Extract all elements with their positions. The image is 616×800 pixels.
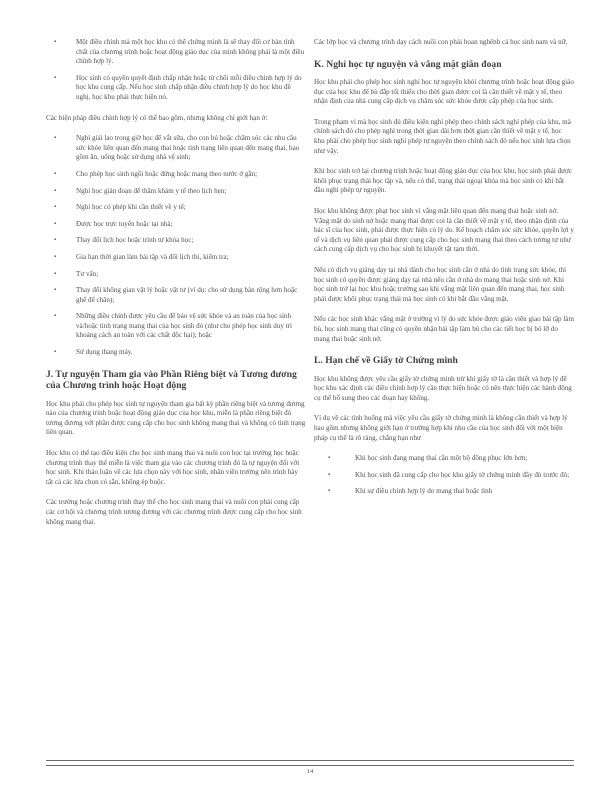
bullet-list-top [46, 38, 306, 103]
list-item-text: Khi học sinh đã cung cấp cho học khu giấy tờ chứng minh đầy đủ trước đó; [355, 470, 570, 479]
right-column [314, 38, 574, 508]
intro-paragraph: Các biện pháp điều chỉnh hợp lý có thể bao gồm, nhưng không chỉ giới hạn ở: [46, 113, 268, 122]
list-item-text: Gia hạn thời gian làm bài tập và đổi lịch thi, kiểm tra; [76, 252, 229, 261]
section-j-paragraph: Các trường hoặc chương trình thay thế cho học sinh mang thai và nuôi con phải cung cấp các cơ hội và chương trình tương đương với các chương trình được cung cấp cho học sinh không mang thai. [46, 498, 302, 526]
section-j-paragraph: Học khu phải cho phép học sinh tự nguyện tham gia bất kỳ phần riêng biệt và tương đương nào của chương trình hoặc hoạt động giáo dục của học khu, miễn là phần riêng biệt đó tương đương với phần được cung cấp cho học sinh không mang thai và không có tình trạng liên quan. [46, 399, 306, 437]
list-item-text: Khi học sinh đang mang thai cần một bộ đồng phục lớn hơn; [355, 454, 528, 463]
square-bullet-icon: ▪ [328, 488, 331, 495]
list-item-text: Cho phép học sinh ngồi hoặc đứng hoặc mang theo nước ở gần; [76, 169, 258, 178]
list-item-text: Nghỉ giải lao trong giờ học để vắt sữa, cho con bú hoặc chăm sóc các nhu cầu sức khỏe liên quan đến mang thai hoặc tình trạng liên quan đến mang thai, bao gồm ăn, uống hoặc sử dụng nhà vệ sinh; [76, 134, 300, 162]
square-bullet-icon: ▪ [328, 455, 331, 462]
right-top-paragraph: Các lớp học và chương trình dạy cách nuôi con phải hoan nghênh cả học sinh nam và nữ. [314, 38, 568, 46]
list-item-text: Nghỉ học có phép khi cần thiết về y tế; [76, 203, 186, 212]
square-bullet-icon: ▪ [54, 287, 57, 294]
list-item [328, 487, 574, 497]
list-item-text: Học sinh có quyền quyết định chấp nhận hoặc từ chối mỗi điều chỉnh hợp lý do học khu cung cấp. Nếu học sinh chấp nhận điều chỉnh hợp lý do học khu đề nghị, học khu phải thực hiện nó. [76, 73, 302, 101]
square-bullet-icon: ▪ [54, 220, 57, 227]
bullet-list-documentation [314, 454, 574, 497]
footer-rule [46, 760, 574, 761]
list-item-text: Sử dụng thang máy. [76, 348, 133, 357]
list-item-text: Được học trực tuyến hoặc tại nhà; [76, 219, 173, 228]
list-item [50, 270, 306, 280]
square-bullet-icon: ▪ [54, 204, 57, 211]
list-item [50, 348, 306, 358]
section-k-paragraph: Nếu có dịch vụ giảng dạy tại nhà dành cho học sinh cần ở nhà do tình trạng sức khỏe, thì học sinh có quyền được giảng dạy tại nhà nếu cần ở nhà do mang thai hoặc sinh nở. Khi học sinh trở lại học khu hoặc trường sau khi vắng mặt liên quan đến mang thai, học sinh phải được khôi phục trạng thái mà học sinh có khi bắt đầu vắng mặt. [314, 266, 567, 303]
section-k-heading: K. Nghỉ học tự nguyện và vắng mặt giãn đoạn [314, 58, 502, 70]
section-l-paragraph: Học khu không được yêu cầu giấy tờ chứng minh trừ khi giấy tờ là cần thiết và hợp lý để học khu xác định các điều chỉnh hợp lý cần thực hiện hoặc có nên thực hiện các hành động cụ thể bổ sung theo các đoạn hay không. [314, 374, 572, 402]
square-bullet-icon: ▪ [328, 471, 331, 478]
list-item-text: Thay đổi lịch học hoặc trình tự khóa học; [76, 236, 194, 245]
section-l-paragraph: Ví dụ về các tình huống mà việc yêu cầu giấy tờ chứng minh là không cần thiết và hợp lý bao gồm nhưng không giới hạn ở trường hợp khi nhu cầu của học sinh đối với một biện pháp cụ thể là rõ ràng, chẳng hạn như [314, 414, 568, 442]
section-k-paragraph: Khi học sinh trở lại chương trình hoặc hoạt động giáo dục của học khu, học sinh phải được khôi phục trạng thái học tập và, nếu có thể, trạng thái ngoại khóa mà học sinh có khi bắt đầu nghỉ phép tự nguyện. [314, 167, 572, 195]
list-item [50, 236, 306, 246]
list-item-text: Những điều chỉnh được yêu cầu để bảo vệ sức khỏe và an toàn của học sinh và/hoặc tình trạng mang thai của học sinh đó (như cho phép học sinh duy trì khoảng cách an toàn với các chất độc hại); hoặc [76, 312, 293, 340]
section-l-heading: L. Hạn chế về Giấy tờ Chứng minh [314, 355, 458, 367]
square-bullet-icon: ▪ [54, 39, 57, 45]
square-bullet-icon: ▪ [54, 187, 57, 194]
section-j-paragraph: Học khu có thể tạo điều kiện cho học sinh mang thai và nuôi con học tại trường học hoặc chương trình thay thế miễn là việc tham gia vào các chương trình đó là tự nguyện đối với học sinh. Khi thảo luận về các lựa chọn này với học sinh, nhân viên trường nên trình bày tất cả các lựa chọn có sẵn, không ép buộc. [46, 449, 300, 486]
square-bullet-icon: ▪ [54, 135, 57, 142]
list-item [50, 170, 306, 180]
list-item [50, 74, 306, 103]
footer-rule-thin [46, 765, 574, 766]
section-k-paragraph: Học khu phải cho phép học sinh nghỉ học tự nguyện khỏi chương trình hoặc hoạt động giáo dục của học khu để bù đắp tối thiểu cho thời gian được coi là cần thiết về mặt y tế, theo nhận định của nhà cung cấp dịch vụ chăm sóc sức khỏe được cấp phép của học sinh. [314, 78, 574, 106]
list-item [50, 187, 306, 197]
list-item [50, 253, 306, 263]
list-item [50, 312, 306, 341]
list-item [50, 38, 306, 67]
section-k-paragraph: Trong phạm vi mà học sinh đủ điều kiện nghỉ phép theo chính sách nghỉ phép của khu, mà chính sách đó cho phép nghỉ trong thời gian dài hơn thời gian cần thiết về mặt y tế, học khu phải cho phép học sinh nghỉ phép tự nguyện theo chính sách đó nếu học sinh lựa chọn như vậy. [314, 117, 571, 155]
square-bullet-icon: ▪ [54, 349, 57, 356]
square-bullet-icon: ▪ [54, 270, 57, 277]
list-item [50, 203, 306, 213]
list-item-text: Một điều chỉnh mà một học khu có thể chứng minh là sẽ thay đổi cơ bản tính chất của chương trình hoặc hoạt động giáo dục của mình không phải là một điều chỉnh hợp lý. [76, 38, 305, 66]
list-item [328, 454, 574, 464]
list-item [50, 286, 306, 305]
square-bullet-icon: ▪ [54, 74, 57, 81]
section-k-paragraph: Nếu các học sinh khác vắng mặt ở trường vì lý do sức khỏe được giáo viên giao bài tập làm bù, học sinh mang thai cũng có quyền nhận bài tập làm bù cho các tiết học bị bỏ lỡ do mang thai hoặc sinh nở. [314, 315, 574, 343]
left-column [46, 38, 306, 538]
list-item [50, 134, 306, 163]
list-item-text: Nghỉ học gián đoạn để thăm khám y tế theo lịch hẹn; [76, 186, 227, 195]
list-item-text: Thay đổi không gian vật lý hoặc vật tư (ví dụ: cho sử dụng bàn rộng hơn hoặc ghế để chân); [76, 286, 298, 304]
list-item-text: Khi sự điều chỉnh hợp lý do mang thai hoặc tình [355, 487, 493, 496]
page-number: 14 [306, 768, 314, 775]
square-bullet-icon: ▪ [54, 237, 57, 244]
list-item-text: Tư vấn; [76, 269, 99, 278]
square-bullet-icon: ▪ [54, 170, 57, 177]
square-bullet-icon: ▪ [54, 313, 57, 320]
list-item [50, 220, 306, 230]
bullet-list-measures [46, 134, 306, 358]
section-k-paragraph: Học khu không được phạt học sinh vì vắng mặt liên quan đến mang thai hoặc sinh nở. Vắng mặt do sinh nở hoặc mang thai được coi là cần thiết về mặt y tế, theo nhận định của bác sĩ của học sinh, phải được thực hiện có lý do. Kế hoạch chăm sóc sức khỏe, quyền lợi y tế và dịch vụ liên quan phải được cung cấp cho học sinh mang thai theo cách tương tự như cách cung cấp dịch vụ cho học sinh bị khuyết tật tạm thời. [314, 207, 574, 254]
section-j-heading: J. Tự nguyện Tham gia vào Phần Riêng biệt và Tương đương của Chương trình hoặc Hoạt động [46, 368, 297, 392]
square-bullet-icon: ▪ [54, 253, 57, 260]
list-item [328, 471, 574, 481]
